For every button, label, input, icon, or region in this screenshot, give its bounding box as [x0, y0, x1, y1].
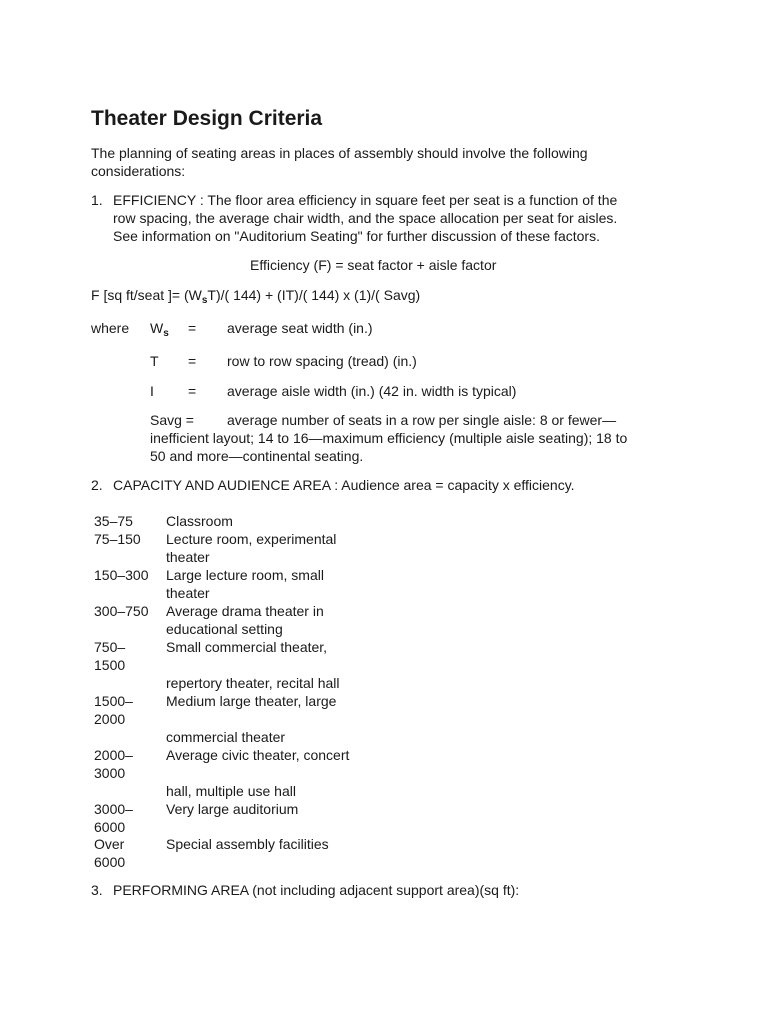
definition-symbol: I	[150, 383, 154, 399]
savg-line: inefficient layout; 14 to 16—maximum efficiency (multiple aisle seating); 18 to	[150, 430, 628, 446]
capacity-range: 150–300	[94, 567, 149, 583]
capacity-range: 750–1500	[94, 639, 126, 673]
definition-symbol	[150, 319, 169, 337]
section-1-line: See information on "Auditorium Seating" for further discussion of these factors.	[113, 228, 600, 244]
definition-equals: =	[188, 320, 197, 336]
section-2-text: CAPACITY AND AUDIENCE AREA : Audience area = capacity x efficiency.	[113, 477, 575, 493]
definition-meaning: average aisle width (in.) (42 in. width is typical)	[227, 383, 517, 399]
where-label: where	[91, 320, 130, 336]
savg-line: 50 and more—continental seating.	[150, 448, 364, 464]
capacity-range: 2000–3000	[94, 747, 133, 781]
formula-part: F [sq ft/seat ]= (W	[91, 287, 202, 303]
capacity-description: Average drama theater in educational setting	[166, 603, 324, 637]
capacity-description: Classroom	[166, 513, 233, 529]
capacity-description-continued: repertory theater, recital hall	[166, 675, 340, 691]
symbol-letter: W	[150, 320, 164, 336]
definition-meaning: average seat width (in.)	[227, 320, 373, 336]
section-1-number: 1.	[91, 192, 103, 208]
page-title: Theater Design Criteria	[91, 107, 323, 130]
definition-meaning: row to row spacing (tread) (in.)	[227, 353, 417, 369]
capacity-description: Medium large theater, large	[166, 693, 337, 709]
efficiency-formula-heading: Efficiency (F) = seat factor + aisle factor	[250, 257, 497, 273]
definition-equals: =	[188, 353, 197, 369]
formula-subscript: s	[201, 295, 208, 306]
capacity-description-continued: commercial theater	[166, 729, 286, 745]
section-2-number: 2.	[91, 477, 103, 493]
efficiency-formula	[91, 286, 420, 304]
savg-symbol: Savg =	[150, 412, 194, 428]
intro-paragraph: The planning of seating areas in places of assembly should involve the following considerations:	[91, 145, 588, 179]
section-1-line: EFFICIENCY : The floor area efficiency in square feet per seat is a function of the	[113, 192, 618, 208]
definition-equals: =	[188, 383, 197, 399]
section-3-number: 3.	[91, 882, 103, 898]
capacity-description-continued: hall, multiple use hall	[166, 783, 296, 799]
capacity-range: Over 6000	[94, 836, 126, 870]
capacity-range: 1500–2000	[94, 693, 133, 727]
capacity-range: 3000–6000	[94, 801, 133, 835]
definition-symbol: T	[150, 353, 159, 369]
symbol-subscript: s	[163, 328, 169, 339]
capacity-range: 75–150	[94, 531, 141, 547]
section-3-text: PERFORMING AREA (not including adjacent support area)(sq ft):	[113, 882, 520, 898]
formula-part: T)/( 144) + (IT)/( 144) x (1)/( Savg)	[207, 287, 421, 303]
capacity-description: Very large auditorium	[166, 801, 299, 817]
capacity-description: Average civic theater, concert	[166, 747, 350, 763]
capacity-description: Special assembly facilities	[166, 836, 329, 852]
capacity-description: Small commercial theater,	[166, 639, 328, 655]
capacity-description: Large lecture room, small theater	[166, 567, 324, 601]
section-1-line: row spacing, the average chair width, and the space allocation per seat for aisles.	[113, 210, 618, 226]
capacity-range: 35–75	[94, 513, 133, 529]
capacity-range: 300–750	[94, 603, 149, 619]
savg-line: average number of seats in a row per single aisle: 8 or fewer—	[227, 412, 617, 428]
capacity-description: Lecture room, experimental theater	[166, 531, 337, 565]
